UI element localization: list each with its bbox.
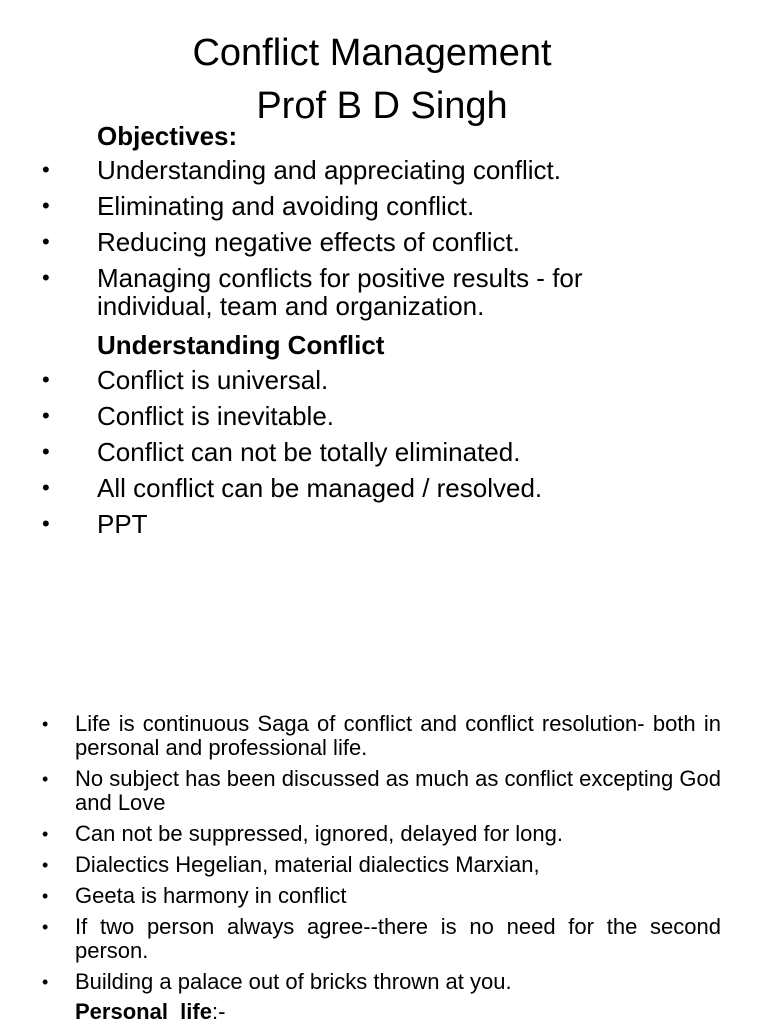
bullet-icon: • (42, 824, 49, 844)
bullet-icon: • (42, 157, 50, 182)
list-item: • Dialectics Hegelian, material dialectics Marxian, (42, 852, 540, 877)
bullet-icon: • (42, 769, 49, 789)
understanding-list (0, 366, 677, 546)
list-item: • Geeta is harmony in conflict (42, 883, 347, 908)
bullet-icon: • (42, 367, 50, 392)
bullet-icon: • (42, 855, 49, 875)
bullet-icon: • (42, 193, 50, 218)
list-item: • Conflict is inevitable. (42, 401, 334, 431)
slide-conflict-notes (0, 704, 768, 1024)
list-item: • If two person always agree--there is no need for the second person. (42, 914, 721, 963)
list-item: • PPT (42, 509, 148, 539)
bullet-icon: • (42, 714, 49, 734)
slide-subtitle-author: Prof B D Singh (256, 85, 508, 127)
bullet-icon: • (42, 403, 50, 428)
list-item: • Conflict can not be totally eliminated. (42, 437, 521, 467)
bullet-icon: • (42, 972, 49, 992)
list-item: • All conflict can be managed / resolved. (42, 473, 543, 503)
list-item: • Can not be suppressed, ignored, delayed for long. (42, 821, 563, 846)
list-item: • Managing conflicts for positive results - for individual, team and organization. (42, 263, 583, 321)
bullet-icon: • (42, 511, 50, 536)
bullet-icon: • (42, 475, 50, 500)
slide-title: Conflict Management (192, 32, 552, 74)
list-item: • Understanding and appreciating conflict. (42, 155, 561, 185)
list-item: • Building a palace out of bricks thrown at you. (42, 969, 512, 994)
list-item: • No subject has been discussed as much as conflict excepting God and Love (42, 766, 721, 815)
bullet-icon: • (42, 229, 50, 254)
conflict-notes-list (0, 712, 721, 1001)
list-item: • Life is continuous Saga of conflict and conflict resolution- both in personal and professional life. (42, 711, 721, 760)
bullet-icon: • (42, 439, 50, 464)
list-item: • Conflict is universal. (42, 365, 329, 395)
objectives-list (0, 156, 677, 328)
personal-life-heading: Personal life:- (75, 999, 226, 1024)
objectives-heading: Objectives: (97, 121, 238, 151)
bullet-icon: • (42, 917, 49, 937)
understanding-conflict-heading: Understanding Conflict (97, 330, 385, 360)
list-item: • Eliminating and avoiding conflict. (42, 191, 475, 221)
bullet-icon: • (42, 886, 49, 906)
list-item: • Reducing negative effects of conflict. (42, 227, 520, 257)
bullet-icon: • (42, 265, 50, 290)
